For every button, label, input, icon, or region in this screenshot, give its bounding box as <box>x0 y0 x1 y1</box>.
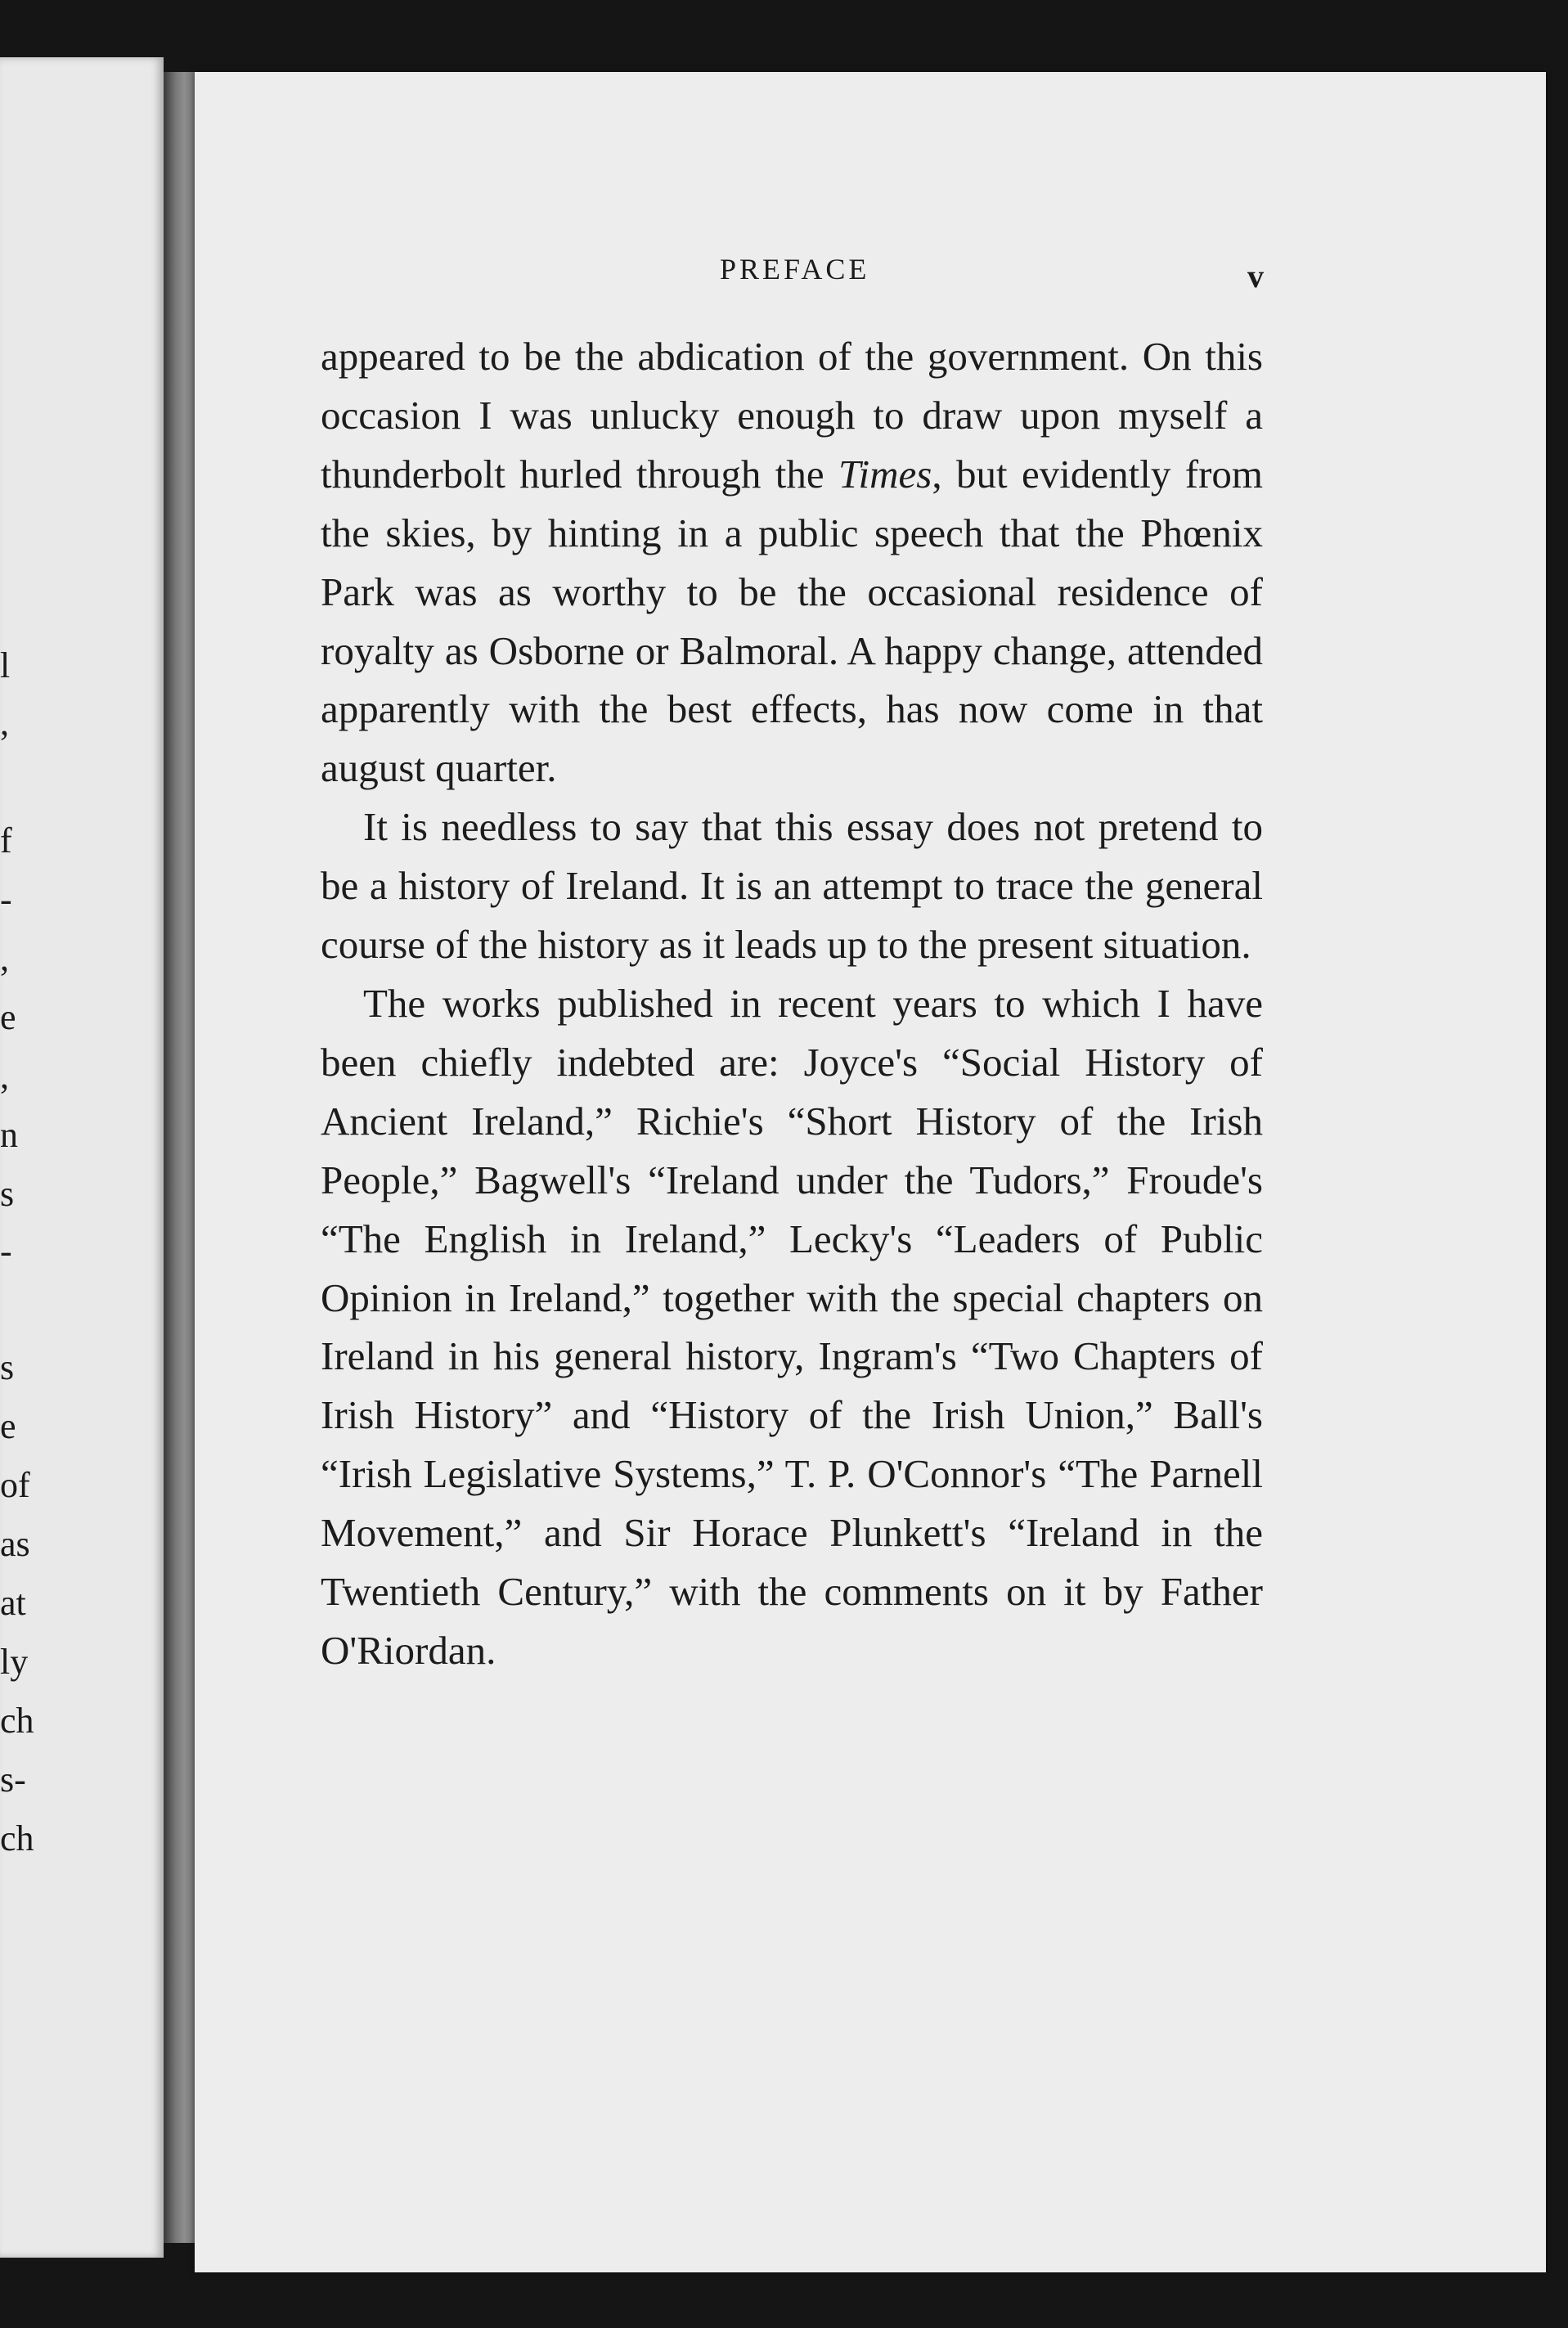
facing-page-fragment: n <box>0 1115 18 1155</box>
facing-page-fragment: s <box>0 1347 15 1387</box>
facing-page-fragment: as <box>0 1524 30 1564</box>
facing-page-fragment: at <box>0 1583 26 1623</box>
paragraph <box>321 798 1263 974</box>
page-number: v <box>1247 258 1264 294</box>
book-spine <box>164 72 198 2243</box>
facing-page-fragment: e <box>0 997 16 1037</box>
paragraph <box>321 974 1263 1680</box>
facing-page-fragment: e <box>0 1406 16 1446</box>
facing-page-fragment: ly <box>0 1642 29 1682</box>
facing-page-fragment: s- <box>0 1759 26 1800</box>
facing-page-fragment: , <box>0 938 9 978</box>
paragraph-text: appeared to be the abdication of the government. On this occasion I was unlucky enough to draw upon myself a thunderbolt hurled through the <box>321 334 1263 497</box>
paragraph-text: It is needless to say that this essay does not pretend to be a history of Ireland. It is an attempt to trace the general course of the history as it leads up to the present situation. <box>321 804 1263 968</box>
facing-page-fragment: l <box>0 645 11 685</box>
facing-page-fragment: ch <box>0 1701 34 1741</box>
body-text <box>321 327 1263 1680</box>
facing-page-fragment: - <box>0 1231 12 1271</box>
facing-page-fragment: , <box>0 703 9 743</box>
running-head: PREFACE <box>720 253 870 285</box>
facing-page-fragment: s <box>0 1174 15 1214</box>
paragraph <box>321 327 1263 798</box>
facing-page-fragment: - <box>0 879 12 919</box>
facing-page-fragment: f <box>0 820 12 861</box>
facing-page-fragment: , <box>0 1056 9 1096</box>
facing-page-fragment: of <box>0 1465 30 1505</box>
facing-page-fragment: ch <box>0 1818 34 1858</box>
paragraph-text: , but evidently from the skies, by hinting in a public speech that the Phœnix Park was as worthy to be the occasional residence of royalty as Osborne or Balmoral. A happy change, attended apparently with the best effects, has now come in that august quarter. <box>321 451 1264 791</box>
italic-title: Times <box>838 451 932 497</box>
paragraph-text: The works published in recent years to which I have been chiefly indebted are: Joyce's “Social History of Ancient Ireland,” Richie's “Short History of the Irish People,” Bagwell's “Ireland under the Tudors,” Froude's “The English in Ireland,” Lecky's “Leaders of Public Opinion in Ireland,” together with the special chapters on Ireland in his general history, Ingram's “Two Chapters of Irish History” and “History of the Irish Union,” Ball's “Irish Legislative Systems,” T. P. O'Connor's “The Parnell Movement,” and Sir Horace Plunkett's “Ireland in the Twentieth Century,” with the comments on it by Father O'Riordan. <box>321 980 1263 1673</box>
facing-page <box>0 57 164 2258</box>
